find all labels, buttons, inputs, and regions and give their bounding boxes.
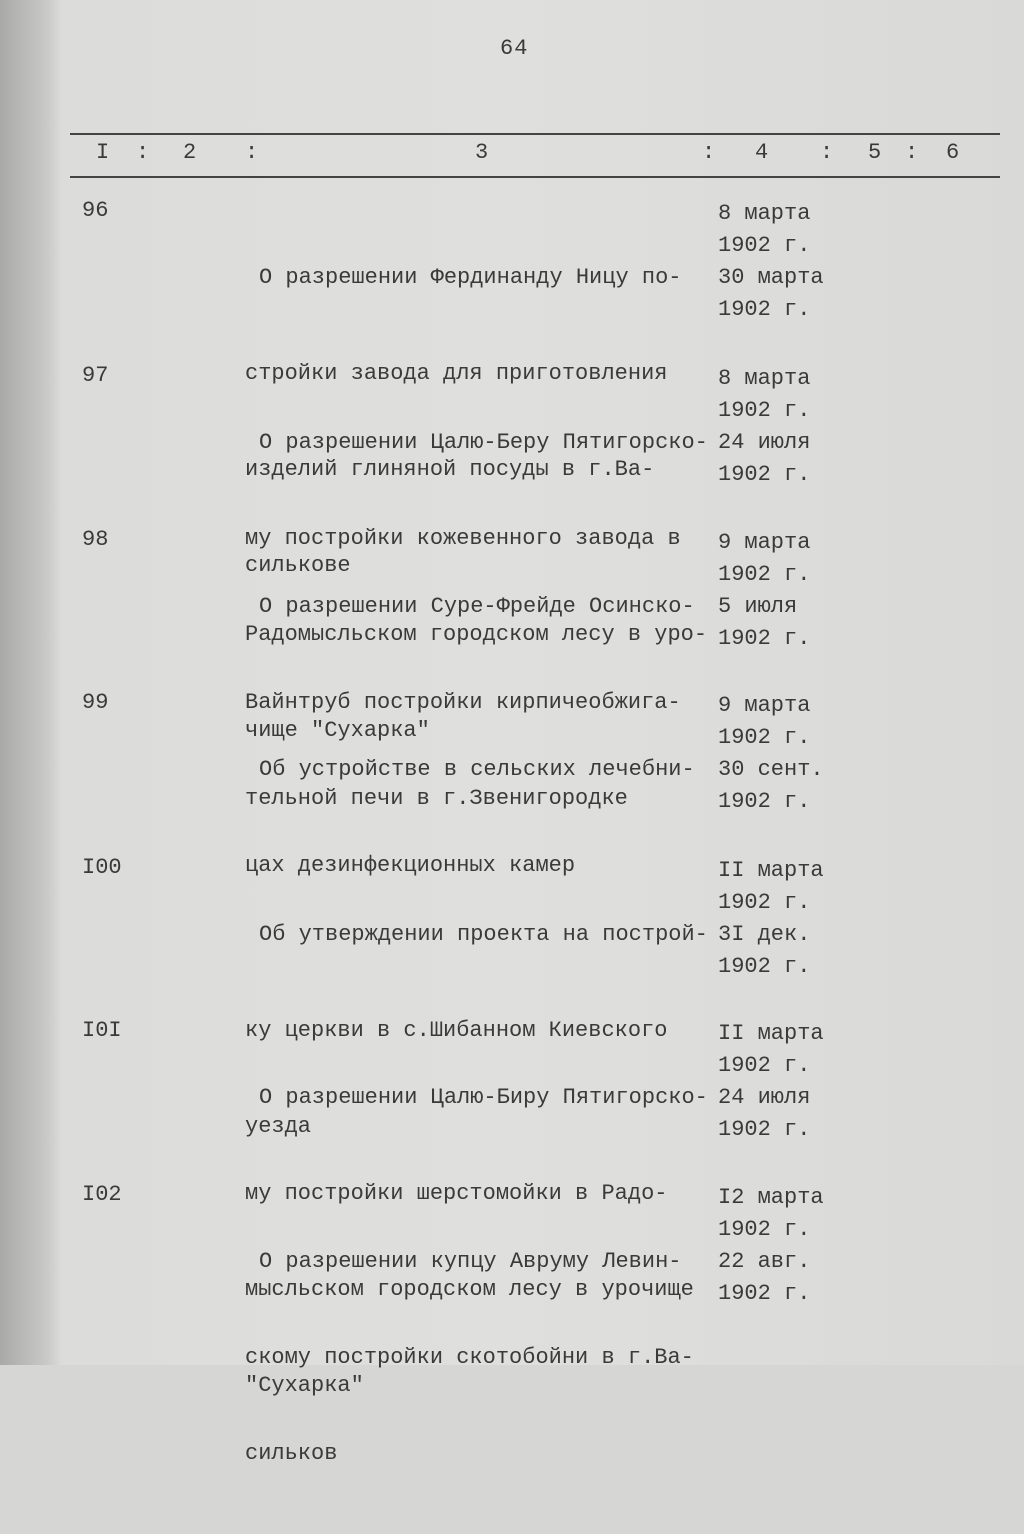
start-year: 1902 г. (718, 233, 811, 258)
end-date: 22 авг. (718, 1249, 811, 1274)
start-year: 1902 г. (718, 398, 811, 423)
column-header-6: 6 (946, 140, 960, 165)
column-separator: : (820, 140, 834, 165)
description-line: силькове (245, 553, 351, 578)
description-line: Об утверждении проекта на построй- (259, 922, 708, 947)
end-date: 30 марта (718, 265, 824, 290)
table-header-top-rule (70, 133, 1000, 135)
description-line: О разрешении Фердинанду Ницу по- (259, 265, 682, 290)
start-year: 1902 г. (718, 562, 811, 587)
column-header-5: 5 (868, 140, 882, 165)
end-date: 30 сент. (718, 757, 824, 782)
description-line: му постройки шерстомойки в Радо- (245, 1181, 668, 1206)
end-date: 5 июля (718, 594, 798, 619)
description-line: ку церкви в с.Шибанном Киевского (245, 1018, 668, 1043)
description-line: Об устройстве в сельских лечебни- (259, 757, 695, 782)
column-separator: : (905, 140, 919, 165)
entry-dates (718, 363, 858, 491)
description-line: Вайнтруб постройки кирпичеобжига- (245, 690, 681, 715)
entry-dates (718, 527, 858, 655)
end-year: 1902 г. (718, 954, 811, 979)
column-header-1: I (96, 140, 110, 165)
end-date: 24 июля (718, 430, 811, 455)
entry-dates (718, 1182, 858, 1310)
end-date: 24 июля (718, 1085, 811, 1110)
description-line: Радомысльском городском лесу в уро- (245, 622, 708, 647)
entry-dates (718, 690, 858, 818)
description-line: уезда (245, 1114, 312, 1139)
entry-dates (718, 1018, 858, 1146)
description-line: "Сухарка" (245, 1373, 364, 1398)
description-line: чище "Сухарка" (245, 718, 430, 743)
start-date: II марта (718, 1021, 824, 1046)
entry-description (245, 1182, 715, 1534)
description-line: изделий глиняной посуды в г.Ва- (245, 457, 655, 482)
entry-dates (718, 855, 858, 983)
description-line: скому постройки скотобойни в г.Ва- (245, 1345, 694, 1370)
end-year: 1902 г. (718, 1117, 811, 1142)
entry-number: 99 (82, 690, 109, 715)
entry-number: I00 (82, 855, 122, 880)
entry-number: I02 (82, 1182, 122, 1207)
description-line: О разрешении Цалю-Беру Пятигорско- (259, 430, 708, 455)
column-header-4: 4 (755, 140, 769, 165)
entry-number: 97 (82, 363, 109, 388)
end-year: 1902 г. (718, 626, 811, 651)
start-year: 1902 г. (718, 890, 811, 915)
end-year: 1902 г. (718, 1281, 811, 1306)
description-line: мысльском городском лесу в урочище (245, 1277, 694, 1302)
column-header-3: 3 (475, 140, 489, 165)
entry-dates (718, 198, 858, 326)
description-line: О разрешении купцу Авруму Левин- (259, 1249, 682, 1274)
start-date: 9 марта (718, 530, 811, 555)
description-line: О разрешении Суре-Фрейде Осинско- (259, 594, 695, 619)
description-line: цах дезинфекционных камер (245, 853, 576, 878)
end-year: 1902 г. (718, 297, 811, 322)
start-date: 8 марта (718, 366, 811, 391)
start-year: 1902 г. (718, 1217, 811, 1242)
end-year: 1902 г. (718, 789, 811, 814)
description-line: стройки завода для приготовления (245, 361, 668, 386)
page-number: 64 (500, 36, 529, 61)
table-header-bottom-rule (70, 176, 1000, 178)
start-date: 9 марта (718, 693, 811, 718)
end-date: 3I дек. (718, 922, 811, 947)
description-line: тельной печи в г.Звенигородке (245, 786, 628, 811)
description-line: О разрешении Цалю-Биру Пятигорско- (259, 1085, 708, 1110)
entry-number: I0I (82, 1018, 122, 1043)
start-year: 1902 г. (718, 725, 811, 750)
start-year: 1902 г. (718, 1053, 811, 1078)
column-separator: : (702, 140, 716, 165)
end-year: 1902 г. (718, 462, 811, 487)
start-date: II марта (718, 858, 824, 883)
entry-number: 96 (82, 198, 109, 223)
start-date: I2 марта (718, 1185, 824, 1210)
column-header-2: 2 (183, 140, 197, 165)
book-spine-shadow (0, 0, 62, 1365)
column-separator: : (136, 140, 150, 165)
description-line: му постройки кожевенного завода в (245, 526, 681, 551)
column-separator: : (245, 140, 259, 165)
start-date: 8 марта (718, 201, 811, 226)
description-line: сильков (245, 1441, 338, 1466)
entry-number: 98 (82, 527, 109, 552)
